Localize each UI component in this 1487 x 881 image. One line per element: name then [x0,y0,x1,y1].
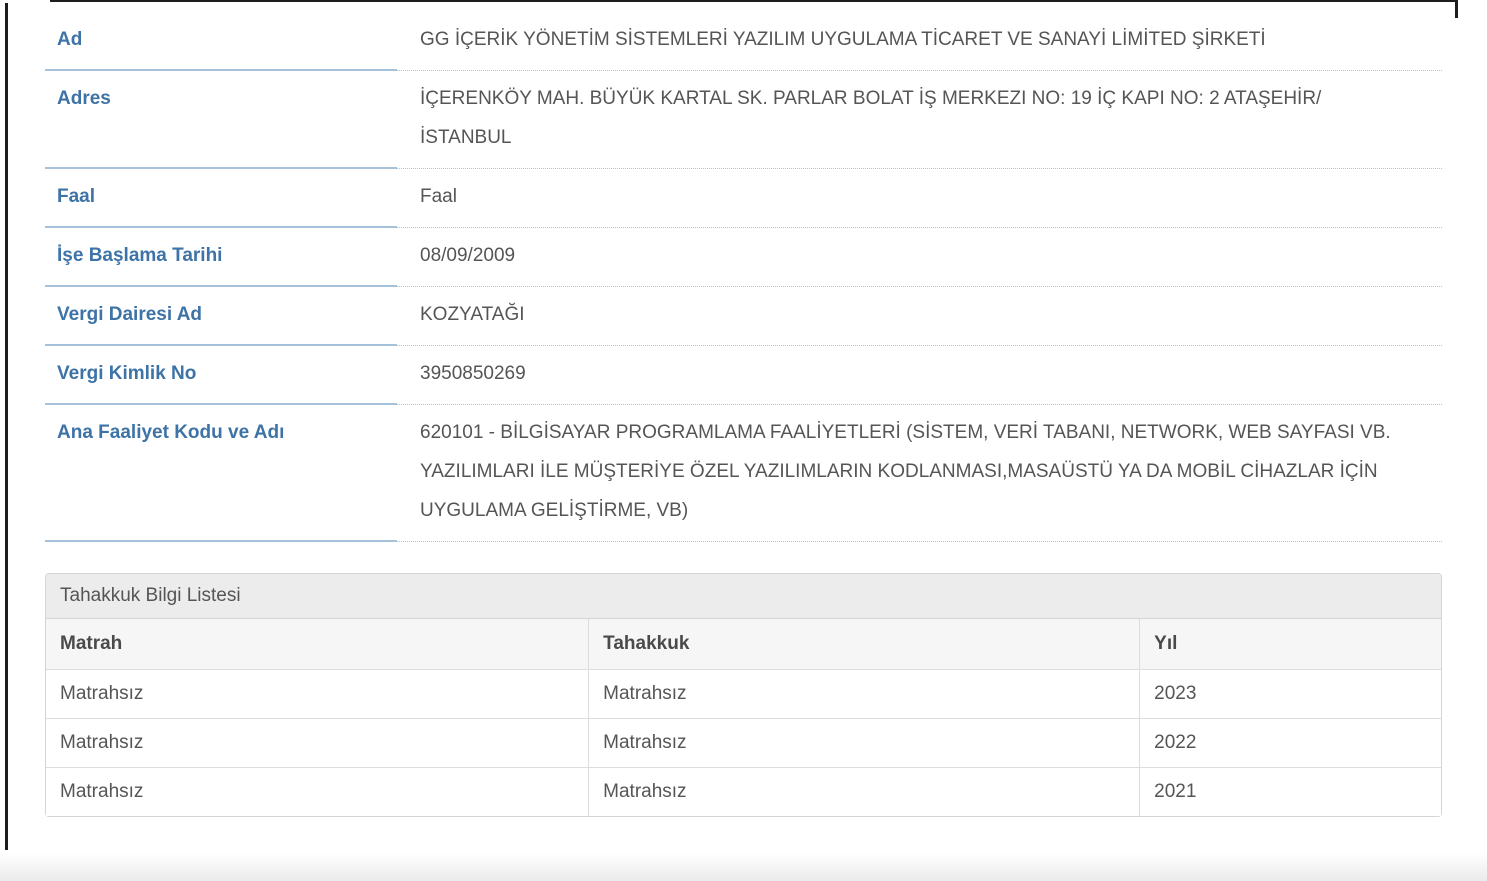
table-header-row [46,619,1441,670]
window-edge-left [5,3,8,850]
column-header-yil: Yıl [1140,619,1441,670]
table-cell-matrah: Matrahsız [46,768,589,817]
field-row-ana-faaliyet-kodu [45,405,1442,542]
field-label-faal: Faal [45,169,397,228]
tahakkuk-table-header [46,619,1441,670]
table-row [46,670,1441,719]
table-cell-tahakkuk: Matrahsız [589,768,1140,817]
table-row [46,719,1441,768]
field-label-adres: Adres [45,71,397,169]
tahakkuk-panel [45,573,1442,817]
field-label-vergi-kimlik-no: Vergi Kimlik No [45,346,397,405]
tahakkuk-table-body [46,670,1441,817]
field-row-ise-baslama-tarihi [45,228,1442,287]
table-cell-tahakkuk: Matrahsız [589,719,1140,768]
field-value-faal: Faal [397,169,1442,228]
table-row [46,768,1441,817]
field-row-adres [45,71,1442,169]
field-row-vergi-dairesi-ad [45,287,1442,346]
table-cell-matrah: Matrahsız [46,670,589,719]
field-label-vergi-dairesi-ad: Vergi Dairesi Ad [45,287,397,346]
table-cell-matrah: Matrahsız [46,719,589,768]
field-value-adres: İÇERENKÖY MAH. BÜYÜK KARTAL SK. PARLAR BOLAT İŞ MERKEZI NO: 19 İÇ KAPI NO: 2 ATAŞEHİR/ İSTANBUL [397,71,1442,169]
company-info-section [45,12,1442,817]
window-edge-top [50,0,1458,2]
tahakkuk-table [46,619,1441,816]
field-row-faal [45,169,1442,228]
field-label-ana-faaliyet-kodu: Ana Faaliyet Kodu ve Adı [45,405,397,542]
field-row-vergi-kimlik-no [45,346,1442,405]
tahakkuk-panel-title: Tahakkuk Bilgi Listesi [46,574,1441,619]
field-label-ise-baslama-tarihi: İşe Başlama Tarihi [45,228,397,287]
bottom-gradient [0,853,1487,881]
field-label-ad: Ad [45,12,397,71]
field-value-ad: GG İÇERİK YÖNETİM SİSTEMLERİ YAZILIM UYGULAMA TİCARET VE SANAYİ LİMİTED ŞİRKETİ [397,12,1442,71]
table-cell-tahakkuk: Matrahsız [589,670,1140,719]
field-row-ad [45,12,1442,71]
column-header-tahakkuk: Tahakkuk [589,619,1140,670]
table-cell-yil: 2021 [1140,768,1441,817]
field-value-ise-baslama-tarihi: 08/09/2009 [397,228,1442,287]
table-cell-yil: 2023 [1140,670,1441,719]
field-value-vergi-kimlik-no: 3950850269 [397,346,1442,405]
table-cell-yil: 2022 [1140,719,1441,768]
field-value-vergi-dairesi-ad: KOZYATAĞI [397,287,1442,346]
column-header-matrah: Matrah [46,619,589,670]
window-edge-corner-tick [1455,0,1458,18]
field-value-ana-faaliyet-kodu: 620101 - BİLGİSAYAR PROGRAMLAMA FAALİYETLERİ (SİSTEM, VERİ TABANI, NETWORK, WEB SAYFASI VB. YAZILIMLARI İLE MÜŞTERİYE ÖZEL YAZILIMLARIN KODLANMASI,MASAÜSTÜ YA DA MOBİL CİHAZLAR İÇİN UYGULAMA GELİŞTİRME, VB) [397,405,1442,542]
